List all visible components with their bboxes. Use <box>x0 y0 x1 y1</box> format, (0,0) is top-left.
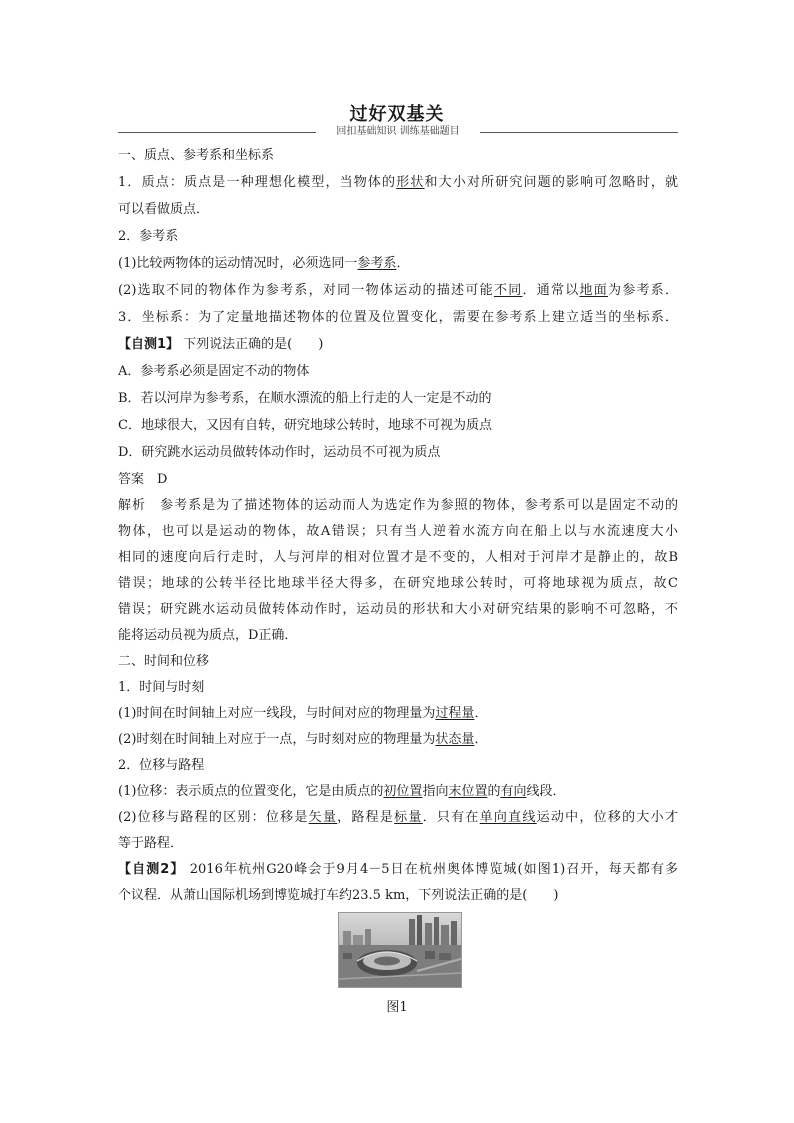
para-time-1: (1)时间在时间轴上对应一线段，与时间对应的物理量为过程量． <box>118 706 488 721</box>
blank-directed: 有向 <box>500 784 527 799</box>
heading-2: 二、时间和位移 <box>118 654 210 669</box>
para-mass-point-cont: 可以看做质点． <box>118 202 210 217</box>
para-mass-point: 1．质点：质点是一种理想化模型，当物体的形状和大小对所研究问题的影响可忽略时，就 <box>118 175 678 190</box>
question-1-tag: 【自测1】 <box>118 337 180 352</box>
para-ref-2: (2)选取不同的物体作为参考系，对同一物体运动的描述可能不同．通常以地面为参考系． <box>118 283 678 298</box>
explanation-line-3: 相同的速度向后行走时，人与河岸的相对位置才是不变的，人相对于河岸才是静止的，故B <box>118 550 678 565</box>
para-disp-1: (1)位移：表示质点的位置变化，它是由质点的初位置指向末位置的有向线段． <box>118 784 566 799</box>
explanation-line-6: 能将运动员视为质点，D正确． <box>118 628 298 643</box>
para-ref-1: (1)比较两物体的运动情况时，必须选同一参考系． <box>118 256 410 271</box>
explanation-line-4: 错误；地球的公转半径比地球半径大得多，在研究地球公转时，可将地球视为质点，故C <box>118 576 678 591</box>
option-b: B．若以河岸为参考系，在顺水漂流的船上行走的人一定是不动的 <box>118 391 492 406</box>
explanation-line-5: 错误；研究跳水运动员做转体动作时，运动员的形状和大小对研究结果的影响不可忽略，不 <box>118 602 678 617</box>
blank-different: 不同 <box>493 283 523 298</box>
blank-scalar: 标量 <box>394 810 423 825</box>
blank-vector: 矢量 <box>308 810 338 825</box>
blank-ref: 参考系 <box>357 256 397 271</box>
answer-1: 答案 D <box>118 472 168 487</box>
heading-1: 一、质点、参考系和坐标系 <box>118 148 275 163</box>
para-time: 1．时间与时刻 <box>118 680 205 695</box>
blank-state: 状态量 <box>435 732 475 747</box>
para-disp-2-cont: 等于路程． <box>118 836 184 851</box>
para-coordinate: 3．坐标系：为了定量地描述物体的位置及位置变化，需要在参考系上建立适当的坐标系． <box>118 310 678 325</box>
figure-1-caption: 图1 <box>386 1000 408 1015</box>
option-c: C．地球很大，又因有自转，研究地球公转时，地球不可视为质点 <box>118 418 492 433</box>
option-a: A．参考系必须是固定不动的物体 <box>118 364 310 379</box>
question-1-stem: 【自测1】 下列说法正确的是( ) <box>118 337 324 352</box>
para-reference-frame: 2．参考系 <box>118 229 179 244</box>
subtitle-text: 回扣基础知识 训练基础题目 <box>336 126 460 137</box>
blank-initial: 初位置 <box>383 784 423 799</box>
para-disp-2: (2)位移与路程的区别：位移是矢量，路程是标量．只有在单向直线运动中，位移的大小才 <box>118 810 678 825</box>
question-2-line-1: 【自测2】 2016年杭州G20峰会于9月4－5日在杭州奥体博览城(如图1)召开，每天都有多 <box>118 862 678 877</box>
blank-final: 末位置 <box>448 784 488 799</box>
figure-1-photo <box>338 912 462 988</box>
stadium-city-illustration <box>339 913 461 987</box>
question-2-line-2: 个议程．从萧山国际机场到博览城打车约23.5 km，下列说法正确的是( ) <box>118 888 559 903</box>
blank-one-way: 单向直线 <box>479 810 537 825</box>
explanation-line-2: 物体，也可以是运动的物体，故A错误；只有当人逆着水流方向在船上以与水流速度大小 <box>118 524 678 539</box>
blank-ground: 地面 <box>579 283 608 298</box>
question-2-tag: 【自测2】 <box>118 862 185 877</box>
para-time-2: (2)时刻在时间轴上对应于一点，与时刻对应的物理量为状态量． <box>118 732 488 747</box>
section-title: 过好双基关 <box>349 104 445 125</box>
explanation-line-1: 解析 参考系是为了描述物体的运动而人为选定作为参照的物体，参考系可以是固定不动的 <box>118 498 678 513</box>
option-d: D．研究跳水运动员做转体动作时，运动员不可视为质点 <box>118 445 441 460</box>
subtitle-rule <box>118 124 678 140</box>
blank-shape: 形状 <box>396 175 425 190</box>
para-displacement: 2．位移与路程 <box>118 758 205 773</box>
blank-process: 过程量 <box>435 706 475 721</box>
